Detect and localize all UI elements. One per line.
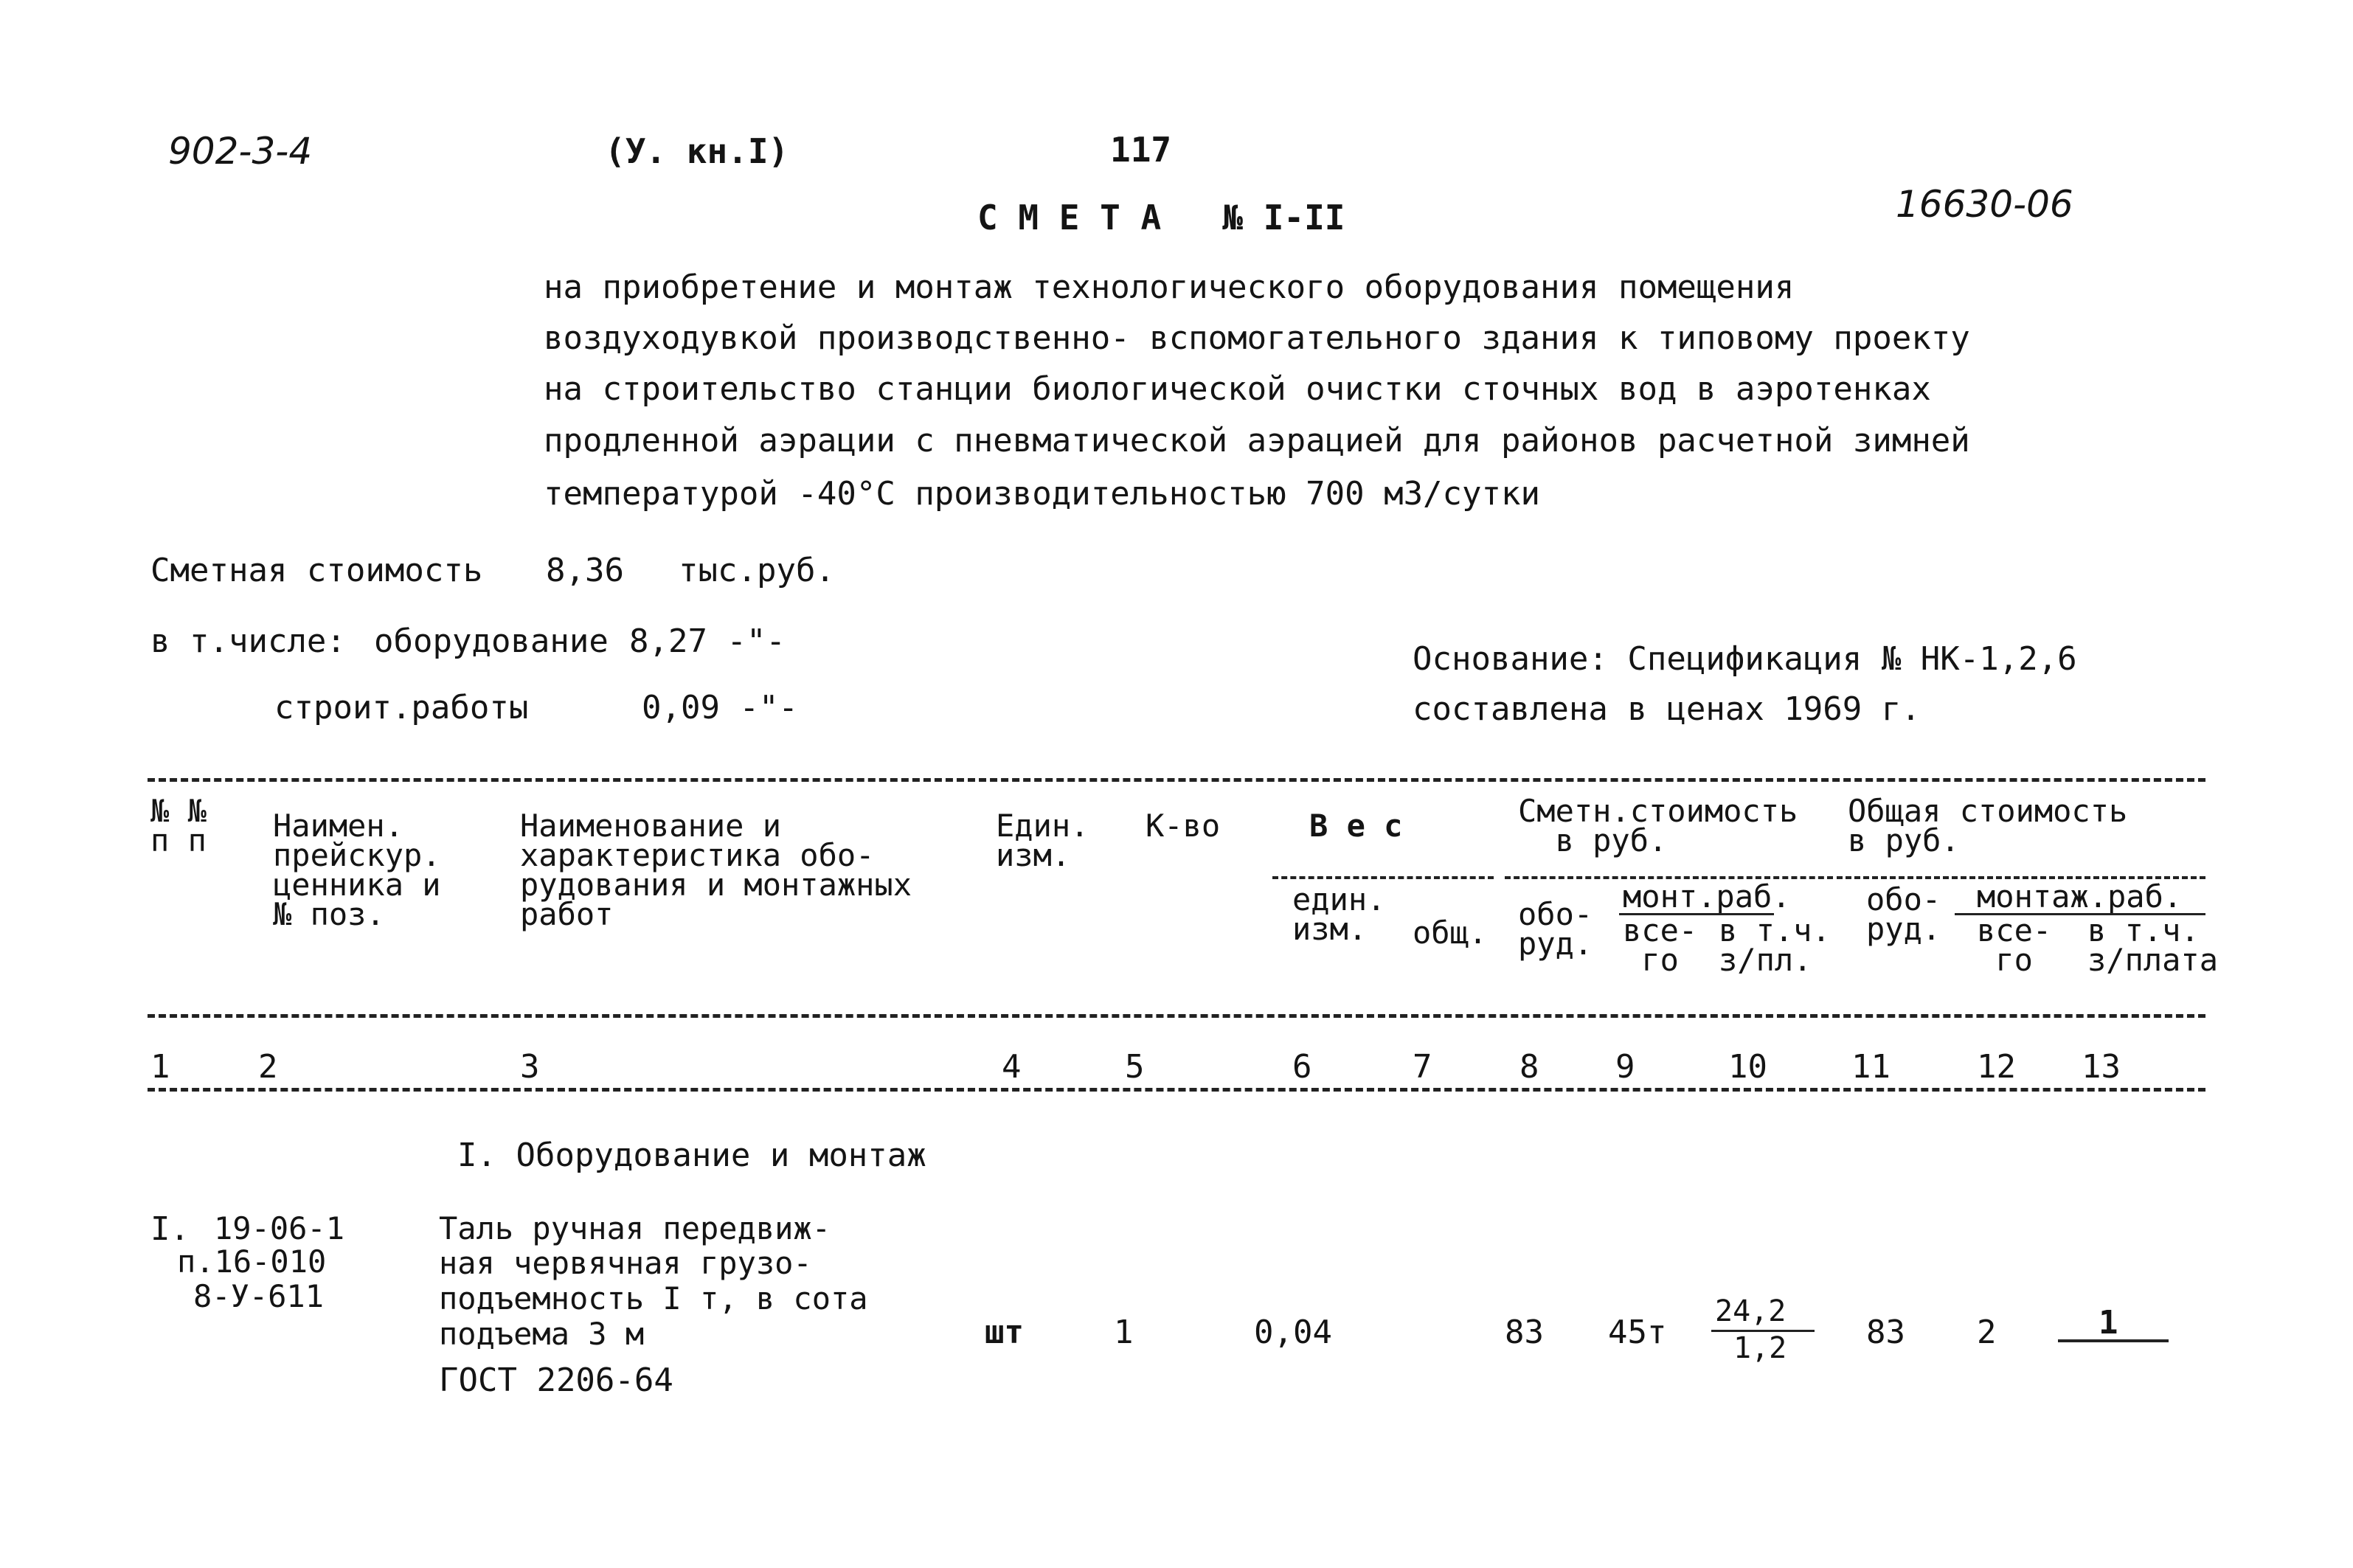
basis-line-1: Основание: Спецификация № НК-1,2,6 <box>1413 640 2077 678</box>
row-qty: 1 <box>1114 1314 1134 1351</box>
row-code-line: 19-06-1 <box>214 1210 345 1246</box>
total-cost-value: 8,36 <box>546 552 624 589</box>
row-name-line: подъема 3 м <box>439 1316 645 1352</box>
header-mount-label: монт.раб. <box>1623 878 1791 915</box>
row-total-equip: 83 <box>1866 1314 1905 1351</box>
row-number: I. <box>150 1210 190 1248</box>
row-weight-unit: 0,04 <box>1254 1314 1332 1351</box>
row-name-line: ная червячная грузо- <box>439 1245 812 1281</box>
header-unit-cost: Сметн.стоимость в руб. <box>1518 793 1798 858</box>
row-mount-wage-numerator: 24,2 <box>1715 1294 1787 1328</box>
row-equip-cost: 83 <box>1505 1314 1544 1351</box>
column-number: 7 <box>1413 1048 1432 1086</box>
header-total-equip: обо- руд. <box>1866 881 1941 947</box>
header-weight-total: общ. <box>1413 915 1488 951</box>
header-total-mount: все- го <box>1977 912 2052 978</box>
row-name-line: Таль ручная передвиж- <box>439 1210 831 1246</box>
wage-underline <box>2058 1339 2169 1342</box>
header-qty: К-во <box>1146 808 1221 844</box>
row-total-mount: 2 <box>1977 1314 1997 1351</box>
column-number: 2 <box>258 1048 278 1086</box>
header-number: № № п п <box>150 793 207 858</box>
weight-rule <box>1272 876 1494 879</box>
row-unit: шт <box>985 1314 1024 1351</box>
column-number: 6 <box>1292 1048 1312 1086</box>
column-number: 9 <box>1615 1048 1635 1086</box>
total-cost-label: Сметная стоимость <box>150 552 483 589</box>
basis-line-2: составлена в ценах 1969 г. <box>1413 690 1921 728</box>
title-line-2: воздуходувкой производственно- вспомогательного здания к типовому проекту <box>544 319 1970 357</box>
row-name-line: подъемность I т, в сота <box>439 1280 868 1317</box>
construction-value: 0,09 -"- <box>642 689 798 726</box>
title-line-5: температурой -40°С производительностью 700 м3/сутки <box>544 475 1541 513</box>
column-number: 8 <box>1519 1048 1539 1086</box>
row-mount-wage-denominator: 1,2 <box>1733 1331 1787 1365</box>
header-name: Наименование и характеристика обо- рудования и монтажных работ <box>520 808 912 932</box>
column-number: 11 <box>1851 1048 1891 1086</box>
column-numbers-rule <box>148 1088 2205 1092</box>
column-number: 3 <box>520 1048 540 1086</box>
header-mount-wage: в т.ч. з/пл. <box>1719 912 1831 978</box>
title-line-1: на приобретение и монтаж технологического оборудования помещения <box>544 268 1795 306</box>
page-number: 117 <box>1110 130 1172 170</box>
section-title: I. Оборудование и монтаж <box>457 1137 926 1174</box>
header-mount-total: все- го <box>1623 912 1698 978</box>
header-equip-cost: обо- руд. <box>1518 896 1593 962</box>
document-title: С М Е Т А № I-II <box>977 198 1345 237</box>
column-number: 4 <box>1002 1048 1022 1086</box>
total-cost-unit: тыс.руб. <box>679 552 835 589</box>
column-number: 1 <box>150 1048 170 1086</box>
including-label: в т.числе: <box>150 622 346 660</box>
registration-number: 16630-06 <box>1896 183 2073 226</box>
equipment-value: 8,27 -"- <box>629 622 786 660</box>
header-weight: В е с <box>1309 808 1403 844</box>
doc-code: 902-3-4 <box>168 130 313 173</box>
header-total-cost: Общая стоимость в руб. <box>1848 793 2128 858</box>
column-number: 13 <box>2082 1048 2121 1086</box>
volume-label: (У. кн.I) <box>605 131 789 171</box>
header-weight-unit: един. изм. <box>1292 881 1386 947</box>
table-top-rule <box>148 778 2205 782</box>
row-gost: ГОСТ 2206-64 <box>439 1361 673 1399</box>
column-number: 12 <box>1977 1048 2016 1086</box>
column-number: 10 <box>1728 1048 1767 1086</box>
header-unit: Един. изм. <box>996 808 1089 873</box>
title-line-3: на строительство станции биологической очистки сточных вод в аэротенках <box>544 370 1931 408</box>
construction-label: строит.работы <box>274 689 529 726</box>
table-header-rule <box>148 1014 2205 1018</box>
column-number: 5 <box>1125 1048 1145 1086</box>
header-total-wage: в т.ч. з/плата <box>2087 912 2219 978</box>
title-line-4: продленной аэрации с пневматической аэрацией для районов расчетной зимней <box>544 422 1970 459</box>
row-total-wage: 1 <box>2099 1304 2118 1342</box>
header-mount2-label: монтаж.раб. <box>1977 878 2183 915</box>
row-mount-total: 45т <box>1608 1314 1667 1351</box>
equipment-label: оборудование <box>374 622 609 660</box>
header-pricelist: Наимен. прейскур. ценника и № поз. <box>273 808 441 932</box>
row-code-line: п.16-010 <box>177 1243 327 1280</box>
row-code-line: 8-У-611 <box>193 1278 325 1314</box>
